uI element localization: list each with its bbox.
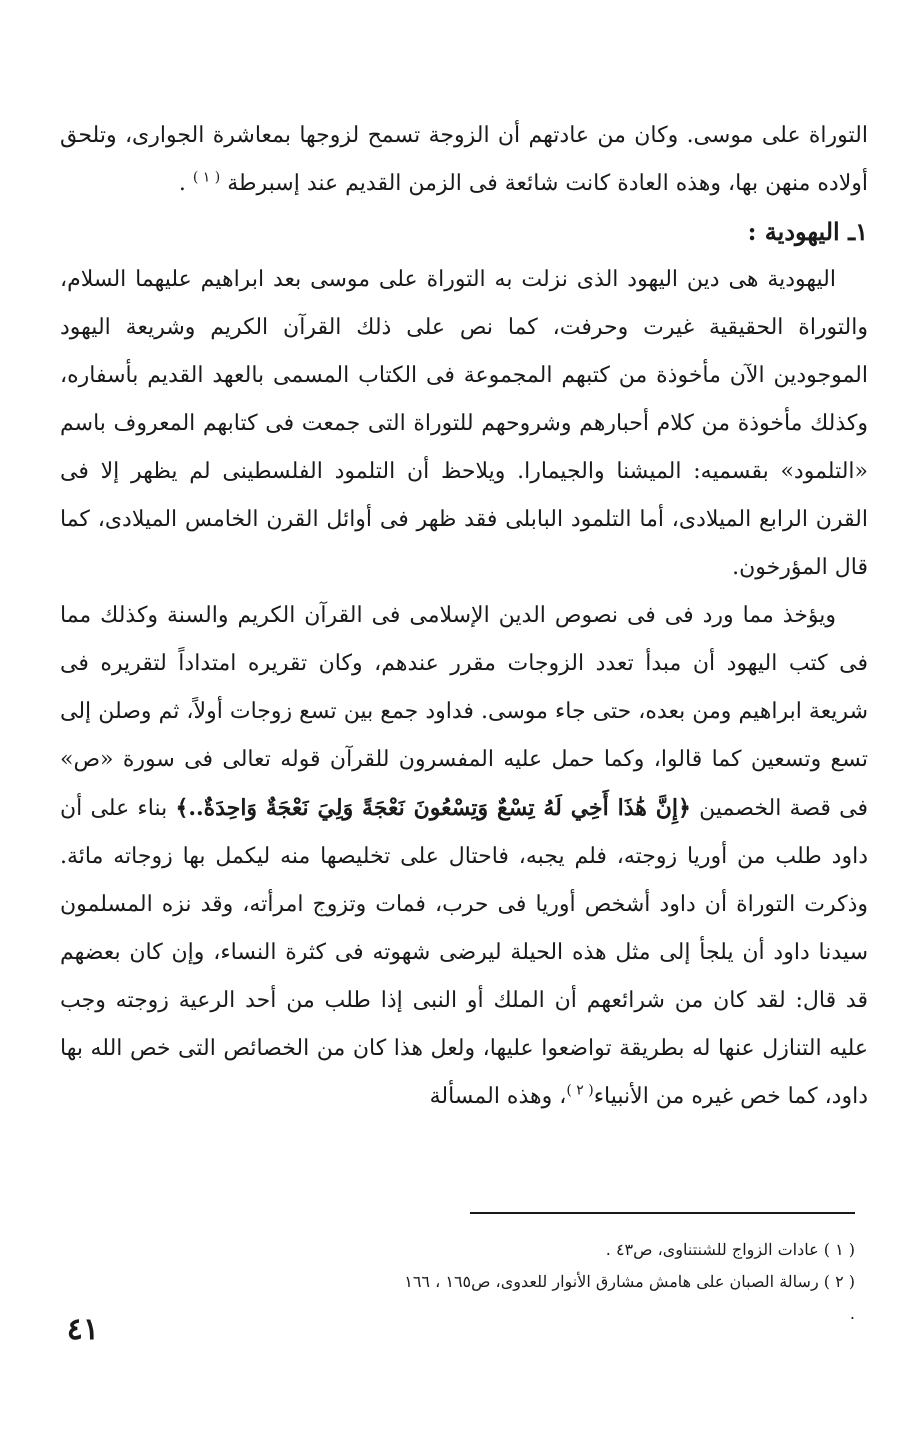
- paragraph-polygamy-part-1: ويؤخذ مما ورد فى فى نصوص الدين الإسلامى فى القرآن الكريم والسنة وكذلك مما فى كتب اليهود أن مبدأ تعدد الزوجات مقرر عندهم، وكان تقريره امتداداً لتقريره فى شريعة ابراهيم ومن بعده، حتى جاء موسى. فداود جمع بين تسع زوجات أولاً، ثم وصلن إلى تسع وتسعين كما قالوا، وكما حمل عليه المفسرون للقرآن قوله تعالى فى سورة «ص» فى قصة الخصمين: [60, 603, 868, 821]
- paragraph-polygamy-part-2: بناء على أن داود طلب من أوريا زوجته، فلم يجبه، فاحتال على تخليصها منه ليكمل بها زوجاته مائة. وذكرت التوراة أن داود أشخص أوريا فى حرب، فمات وتزوج امرأته، وقد نزه المسلمون سيدنا داود أن يلجأ إلى مثل هذه الحيلة ليرضى شهوته فى كثرة النساء، وإن كان بعضهم قد قال: لقد كان من شرائعهم أن الملك أو النبى إذا طلب من أحد الرعية زوجته وجب عليه التنازل عنها له بطريقة تواضعوا عليها، ولعل هذا كان من الخصائص التى خص الله بها داود، كما خص غيره من الأنبياء: [60, 796, 868, 1109]
- intro-line-2: وتلحق أولاده منهن بها، وهذه العادة كانت شائعة فى الزمن القديم عند إسبرطة: [60, 123, 868, 196]
- footnote-2: ( ٢ ) رسالة الصبان على هامش مشارق الأنوار للعدوى، ص١٦٥ ، ١٦٦ .: [404, 1272, 855, 1323]
- footnote-divider: [470, 1212, 855, 1214]
- section-heading: ١ـ اليهودية :: [747, 217, 868, 246]
- page-number: ٤١: [66, 1312, 99, 1347]
- paragraph-polygamy: [60, 592, 868, 1121]
- paragraph-judaism-definition: اليهودية هى دين اليهود الذى نزلت به التوراة على موسى بعد ابراهيم عليهما السلام، والتوراة الحقيقية غيرت وحرفت، كما نص على ذلك القرآن الكريم وشريعة اليهود الموجودين الآن مأخوذة من كتبهم المجموعة فى الكتاب المسمى بالعهد القديم بأسفاره، وكذلك مأخوذة من كلام أحبارهم وشروحهم للتوراة التى جمعت فى كتابهم المعروف باسم «التلمود» بقسميه: الميشنا والجيمارا. ويلاحظ أن التلمود الفلسطينى لم يظهر إلا فى القرن الرابع الميلادى، أما التلمود البابلى فقد ظهر فى أوائل القرن الخامس الميلادى، كما قال المؤرخون.: [60, 267, 868, 580]
- footnotes: [400, 1234, 855, 1330]
- footnote-1: ( ١ ) عادات الزواج للشنتناوى، ص٤٣ .: [605, 1240, 855, 1259]
- footnote-ref-2: ( ٢ ): [566, 1082, 594, 1099]
- footnote-ref-1: ( ١ ): [192, 169, 221, 186]
- intro-end: .: [178, 171, 186, 196]
- main-text: [60, 112, 868, 1121]
- paragraph-polygamy-end: ، وهذه المسألة: [429, 1084, 567, 1109]
- intro-paragraph: [60, 112, 868, 208]
- intro-line-1: التوراة على موسى. وكان من عادتهم أن الزوجة تسمح لزوجها بمعاشرة الجوارى،: [124, 123, 868, 148]
- quran-verse: ﴿إِنَّ هَٰذَا أَخِي لَهُ تِسْعٌ وَتِسْعُونَ نَعْجَةً وَلِيَ نَعْجَةٌ وَاحِدَةٌ..﴾: [175, 795, 691, 821]
